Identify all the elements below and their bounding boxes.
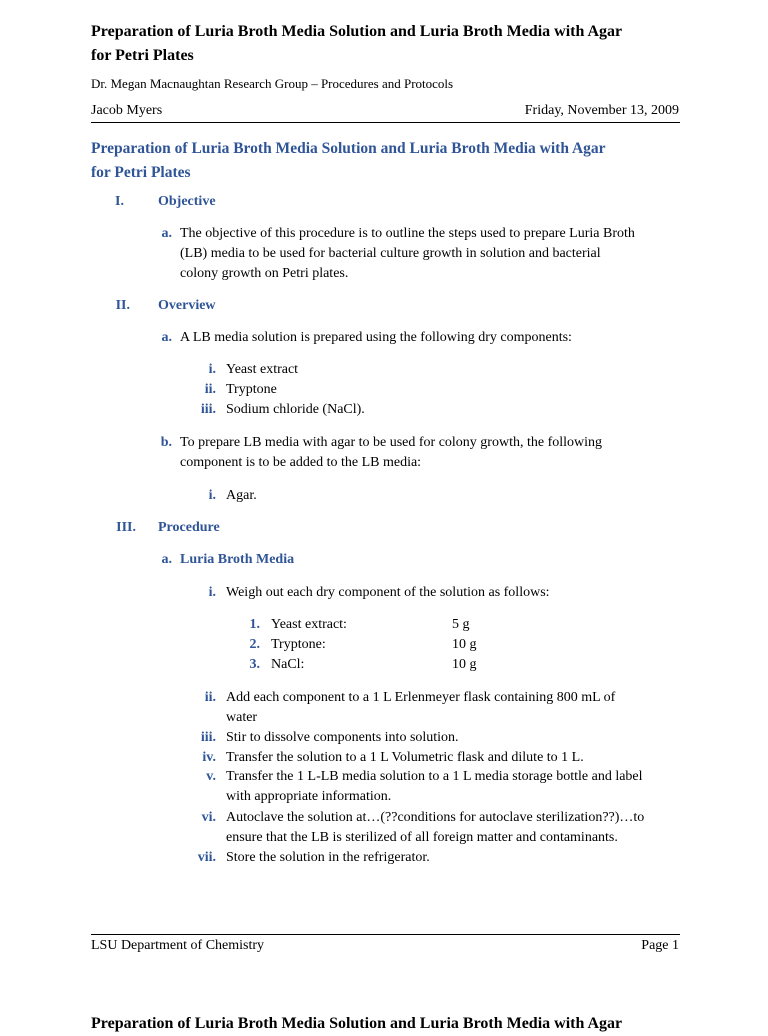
objective-a-marker: a. — [161, 226, 172, 241]
author: Jacob Myers — [91, 103, 163, 118]
objective-a-line-2: (LB) media to be used for bacterial culture growth in solution and bacterial — [180, 246, 601, 261]
step-5-line-2: with appropriate information. — [226, 789, 392, 804]
component-3-marker: 3. — [249, 657, 260, 672]
step-7-line-1: Store the solution in the refrigerator. — [226, 850, 430, 865]
step-1-marker: i. — [208, 585, 216, 600]
overview-a-item-3: Sodium chloride (NaCl). — [226, 402, 365, 417]
step-2-line-2: water — [226, 710, 258, 725]
procedure-a-heading: Luria Broth Media — [180, 552, 295, 567]
step-6-line-1: Autoclave the solution at…(??conditions for autoclave sterilization??)…to — [226, 810, 645, 825]
overview-b-line-2: component is to be added to the LB media: — [180, 455, 422, 470]
next-page-title: Preparation of Luria Broth Media Solution and Luria Broth Media with Agar — [91, 1015, 623, 1032]
procedure-heading: Procedure — [158, 520, 220, 535]
step-4-marker: iv. — [202, 750, 216, 765]
step-3-marker: iii. — [200, 730, 216, 745]
overview-b-item-1-marker: i. — [208, 488, 216, 503]
section-title-line-2: for Petri Plates — [91, 164, 191, 181]
overview-a-item-2-marker: ii. — [204, 382, 216, 397]
component-3-name: NaCl: — [271, 657, 305, 672]
overview-a-item-2: Tryptone — [226, 382, 277, 397]
overview-b-marker: b. — [160, 435, 172, 450]
overview-b-item-1: Agar. — [226, 488, 257, 503]
section-title — [91, 137, 606, 185]
step-3-line-1: Stir to dissolve components into solution. — [226, 730, 459, 745]
component-1-amount: 5 g — [452, 617, 470, 632]
objective-a-line-1: The objective of this procedure is to outline the steps used to prepare Luria Broth — [180, 226, 635, 241]
header-meta — [91, 101, 679, 121]
document-title-line-1: Preparation of Luria Broth Media Solution and Luria Broth Media with Agar — [91, 23, 623, 40]
step-7-marker: vii. — [197, 850, 216, 865]
objective-heading: Objective — [158, 194, 216, 209]
step-4-line-1: Transfer the solution to a 1 L Volumetric flask and dilute to 1 L. — [226, 750, 584, 765]
header-subtitle: Dr. Megan Macnaughtan Research Group – Procedures and Protocols — [91, 76, 454, 91]
section-title-line-1: Preparation of Luria Broth Media Solution and Luria Broth Media with Agar — [91, 140, 606, 157]
date: Friday, November 13, 2009 — [524, 103, 679, 118]
footer-rule — [91, 934, 680, 935]
component-1-name: Yeast extract: — [271, 617, 347, 632]
overview-a-item-3-marker: iii. — [200, 402, 216, 417]
footer-department: LSU Department of Chemistry — [91, 938, 265, 953]
overview-heading: Overview — [158, 298, 216, 313]
overview-a-item-1-marker: i. — [208, 362, 216, 377]
step-6-line-2: ensure that the LB is sterilized of all foreign matter and contaminants. — [226, 830, 618, 845]
overview-number: II. — [115, 298, 130, 313]
step-2-line-1: Add each component to a 1 L Erlenmeyer flask containing 800 mL of — [226, 690, 616, 705]
component-1-marker: 1. — [249, 617, 260, 632]
document-title — [91, 20, 622, 68]
overview-a-marker: a. — [161, 330, 172, 345]
step-5-marker: v. — [206, 769, 216, 784]
procedure-a-marker: a. — [161, 552, 172, 567]
step-6-marker: vi. — [201, 810, 216, 825]
overview-a-text: A LB media solution is prepared using the following dry components: — [180, 330, 572, 345]
objective-a-line-3: colony growth on Petri plates. — [180, 266, 349, 281]
procedure-number: III. — [116, 520, 136, 535]
step-1-text: Weigh out each dry component of the solution as follows: — [226, 585, 550, 600]
footer — [91, 936, 679, 956]
component-2-marker: 2. — [249, 637, 260, 652]
overview-a-item-1: Yeast extract — [226, 362, 299, 377]
component-3-amount: 10 g — [452, 657, 477, 672]
overview-b-line-1: To prepare LB media with agar to be used for colony growth, the following — [180, 435, 603, 450]
document-title-line-2: for Petri Plates — [91, 47, 194, 64]
page-number: Page 1 — [641, 938, 679, 953]
header-rule — [91, 122, 680, 123]
component-2-amount: 10 g — [452, 637, 477, 652]
component-2-name: Tryptone: — [271, 637, 326, 652]
step-5-line-1: Transfer the 1 L-LB media solution to a 1 L media storage bottle and label — [226, 769, 643, 784]
objective-number: I. — [115, 194, 124, 209]
step-2-marker: ii. — [204, 690, 216, 705]
